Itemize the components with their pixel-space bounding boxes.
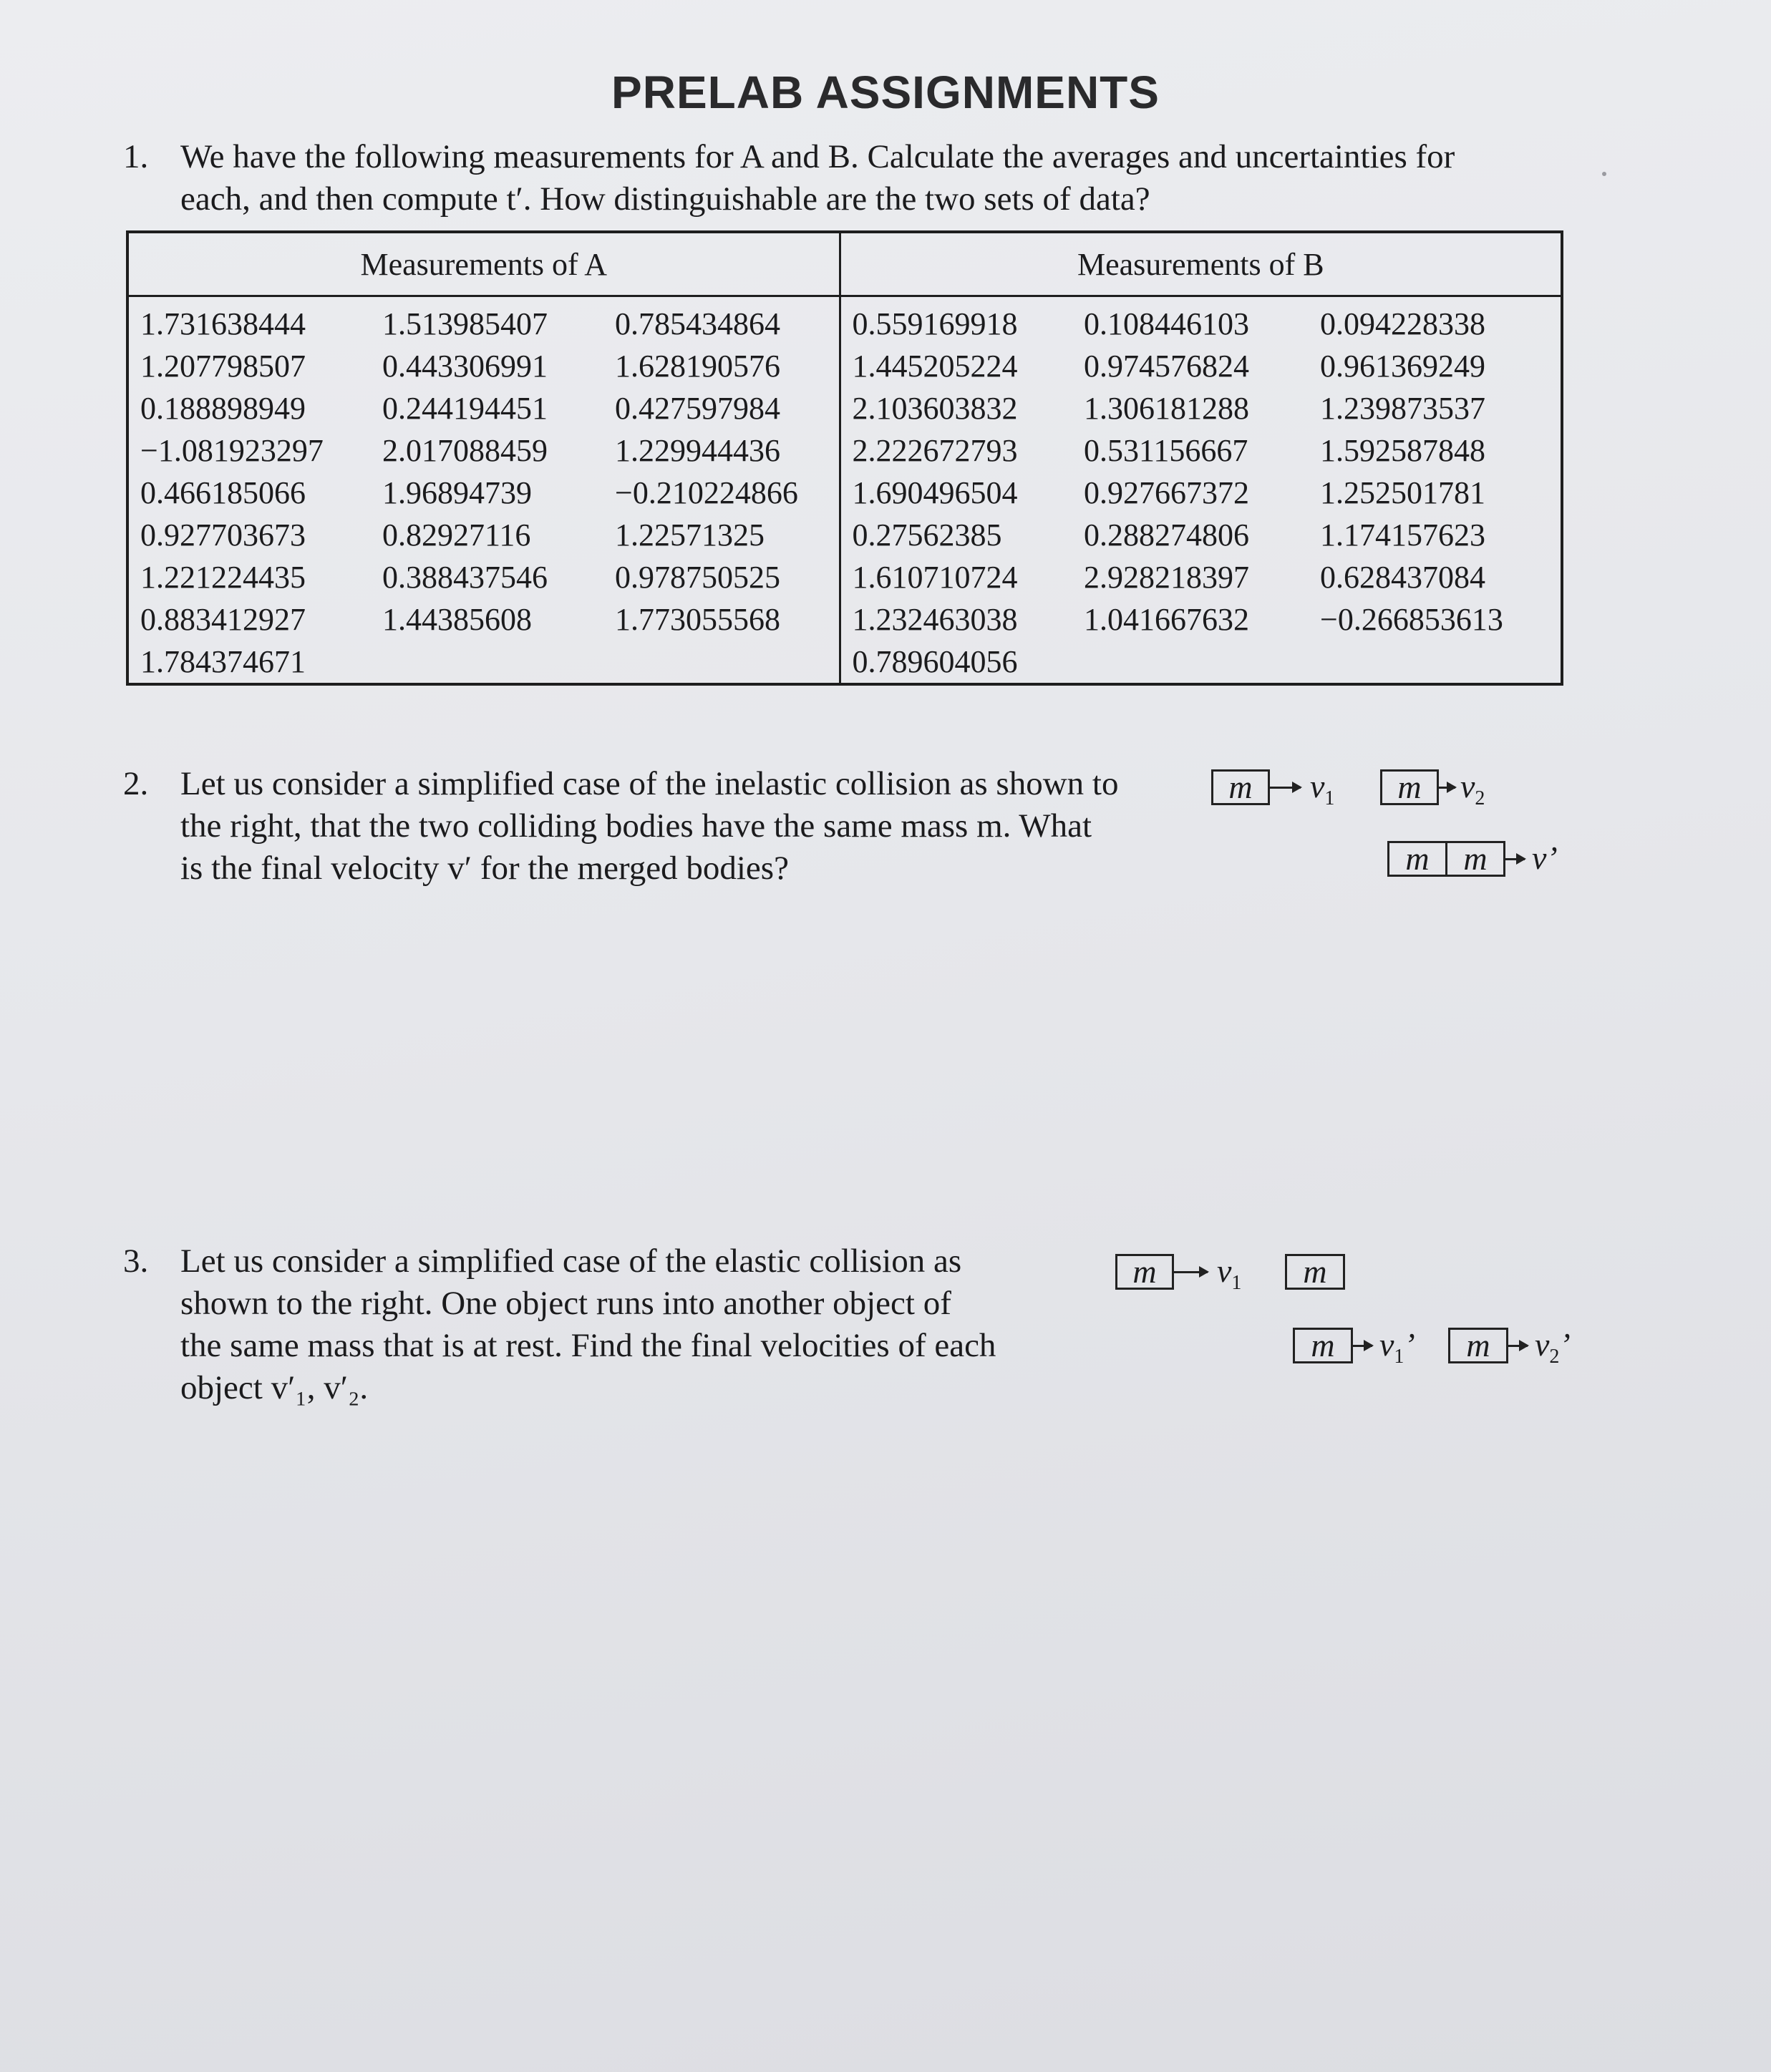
cell-measurement-b: 1.239873537	[1320, 391, 1486, 426]
question-2-line-2: the right, that the two colliding bodies have the same mass m. What	[180, 807, 1092, 845]
question-3-line-1: Let us consider a simplified case of the elastic collision as	[180, 1242, 962, 1280]
cell-measurement-b: 1.232463038	[852, 602, 1018, 637]
velocity-label-v1: $v_1$	[1310, 768, 1335, 810]
cell-measurement-b: 1.690496504	[852, 475, 1018, 510]
cell-measurement-a: 0.785434864	[603, 296, 840, 346]
cell-measurement-b: 0.628437084	[1320, 560, 1486, 595]
velocity-label-v1-prime: $v_1$’	[1379, 1326, 1415, 1368]
velocity-label-v2: $v_2$	[1460, 768, 1485, 810]
cell-measurement-a: 0.244194451	[382, 391, 548, 426]
cell-measurement-a: 1.22571325	[603, 514, 840, 556]
mass-box-2: m	[1380, 769, 1439, 805]
cell-measurement-a: 1.513985407	[382, 306, 548, 341]
cell-measurement-a: 0.466185066	[140, 475, 306, 510]
cell-measurement-b: 0.974576824	[1084, 349, 1250, 384]
table-row	[127, 429, 1562, 472]
cell-measurement-b: 1.041667632	[1084, 602, 1250, 637]
cell-measurement-b: 1.610710724	[852, 560, 1018, 595]
cell-measurement-b	[1072, 641, 1309, 684]
header-measurements-a: Measurements of A	[127, 232, 840, 296]
cell-measurement-a	[371, 641, 603, 684]
measurements-table	[126, 230, 1563, 686]
cell-measurement-a: 0.443306991	[382, 349, 548, 384]
question-2-line-3: is the final velocity v′ for the merged bodies?	[180, 850, 789, 887]
cell-measurement-b: −0.266853613	[1320, 602, 1503, 637]
question-1-line-2: each, and then compute t′. How distinguishable are the two sets of data?	[180, 180, 1150, 218]
table-row	[127, 387, 1562, 429]
question-2-text	[180, 763, 1233, 890]
cell-measurement-a: 1.207798507	[140, 349, 306, 384]
arrow-right-icon	[1172, 1271, 1208, 1273]
cell-measurement-b: 2.928218397	[1084, 560, 1250, 595]
question-1-line-1: We have the following measurements for A and B. Calculate the averages and uncertainties for	[180, 138, 1455, 175]
merged-mass-box-1: m	[1387, 841, 1447, 877]
cell-measurement-a: −1.081923297	[140, 433, 324, 468]
mass-box-after-1: m	[1293, 1328, 1353, 1363]
table-row	[127, 345, 1562, 387]
cell-measurement-b: 0.559169918	[852, 306, 1018, 341]
table-row	[127, 296, 1562, 346]
cell-measurement-b: 1.174157623	[1320, 517, 1486, 553]
cell-measurement-a: 1.96894739	[382, 475, 532, 510]
question-3-line-3: the same mass that is at rest. Find the final velocities of each	[180, 1327, 996, 1364]
cell-measurement-b: 0.927667372	[1084, 475, 1250, 510]
table-row	[127, 514, 1562, 556]
merged-mass-box-2: m	[1445, 841, 1505, 877]
measurements-body	[127, 296, 1562, 685]
cell-measurement-b: 0.961369249	[1320, 349, 1486, 384]
cell-measurement-b: 0.094228338	[1320, 306, 1486, 341]
cell-measurement-a: 0.883412927	[140, 602, 306, 637]
arrow-right-icon	[1268, 787, 1301, 789]
cell-measurement-a: 0.927703673	[140, 517, 306, 553]
arrow-right-icon	[1506, 1345, 1528, 1347]
header-measurements-b: Measurements of B	[840, 232, 1562, 296]
cell-measurement-a: 1.44385608	[382, 602, 532, 637]
cell-measurement-a: 1.773055568	[603, 598, 840, 641]
question-2-line-1: Let us consider a simplified case of the inelastic collision as shown to	[180, 765, 1119, 802]
cell-measurement-a: 0.978750525	[603, 556, 840, 598]
question-1-number: 1.	[123, 138, 149, 175]
table-row	[127, 556, 1562, 598]
cell-measurement-a: 0.82927116	[382, 517, 531, 553]
stray-mark	[1602, 172, 1606, 176]
cell-measurement-a: 2.017088459	[382, 433, 548, 468]
velocity-label-v2-prime: $v_2$’	[1535, 1326, 1571, 1368]
question-2-number: 2.	[123, 765, 149, 802]
velocity-label-vfinal: v’	[1532, 840, 1558, 876]
cell-measurement-a: 1.731638444	[140, 306, 306, 341]
velocity-label-v1: $v_1$	[1217, 1253, 1242, 1295]
cell-measurement-b: 0.108446103	[1084, 306, 1250, 341]
cell-measurement-b: 0.531156667	[1084, 433, 1248, 468]
cell-measurement-a: 1.229944436	[603, 429, 840, 472]
cell-measurement-b: 1.252501781	[1320, 475, 1486, 510]
arrow-right-icon	[1437, 787, 1455, 789]
cell-measurement-a: 1.784374671	[140, 644, 306, 679]
question-1-text	[180, 136, 1569, 220]
cell-measurement-a: 1.221224435	[140, 560, 306, 595]
table-row	[127, 598, 1562, 641]
mass-box-1: m	[1211, 769, 1270, 805]
cell-measurement-b: 1.306181288	[1084, 391, 1250, 426]
question-3-text	[180, 1240, 1082, 1409]
mass-box-moving: m	[1115, 1254, 1174, 1290]
mass-box-at-rest: m	[1285, 1254, 1345, 1290]
cell-measurement-a: 0.188898949	[140, 391, 306, 426]
cell-measurement-b: 0.27562385	[852, 517, 1002, 553]
cell-measurement-b: 0.288274806	[1084, 517, 1250, 553]
table-row	[127, 641, 1562, 684]
arrow-right-icon	[1503, 858, 1525, 860]
cell-measurement-b: 2.222672793	[852, 433, 1018, 468]
cell-measurement-b	[1309, 641, 1562, 684]
cell-measurement-a: 0.388437546	[382, 560, 548, 595]
cell-measurement-a: −0.210224866	[603, 472, 840, 514]
question-3-line-4: object v′₁, v′₂.	[180, 1369, 369, 1406]
page-title: PRELAB ASSIGNMENTS	[611, 67, 1160, 118]
cell-measurement-b: 1.592587848	[1320, 433, 1486, 468]
cell-measurement-a	[603, 641, 840, 684]
table-row	[127, 472, 1562, 514]
cell-measurement-a: 0.427597984	[603, 387, 840, 429]
cell-measurement-b: 0.789604056	[852, 644, 1018, 679]
mass-box-after-2: m	[1448, 1328, 1508, 1363]
question-3-line-2: shown to the right. One object runs into another object of	[180, 1285, 951, 1322]
cell-measurement-a: 1.628190576	[603, 345, 840, 387]
question-3-number: 3.	[123, 1242, 149, 1280]
arrow-right-icon	[1351, 1345, 1372, 1347]
cell-measurement-b: 2.103603832	[852, 391, 1018, 426]
cell-measurement-b: 1.445205224	[852, 349, 1018, 384]
